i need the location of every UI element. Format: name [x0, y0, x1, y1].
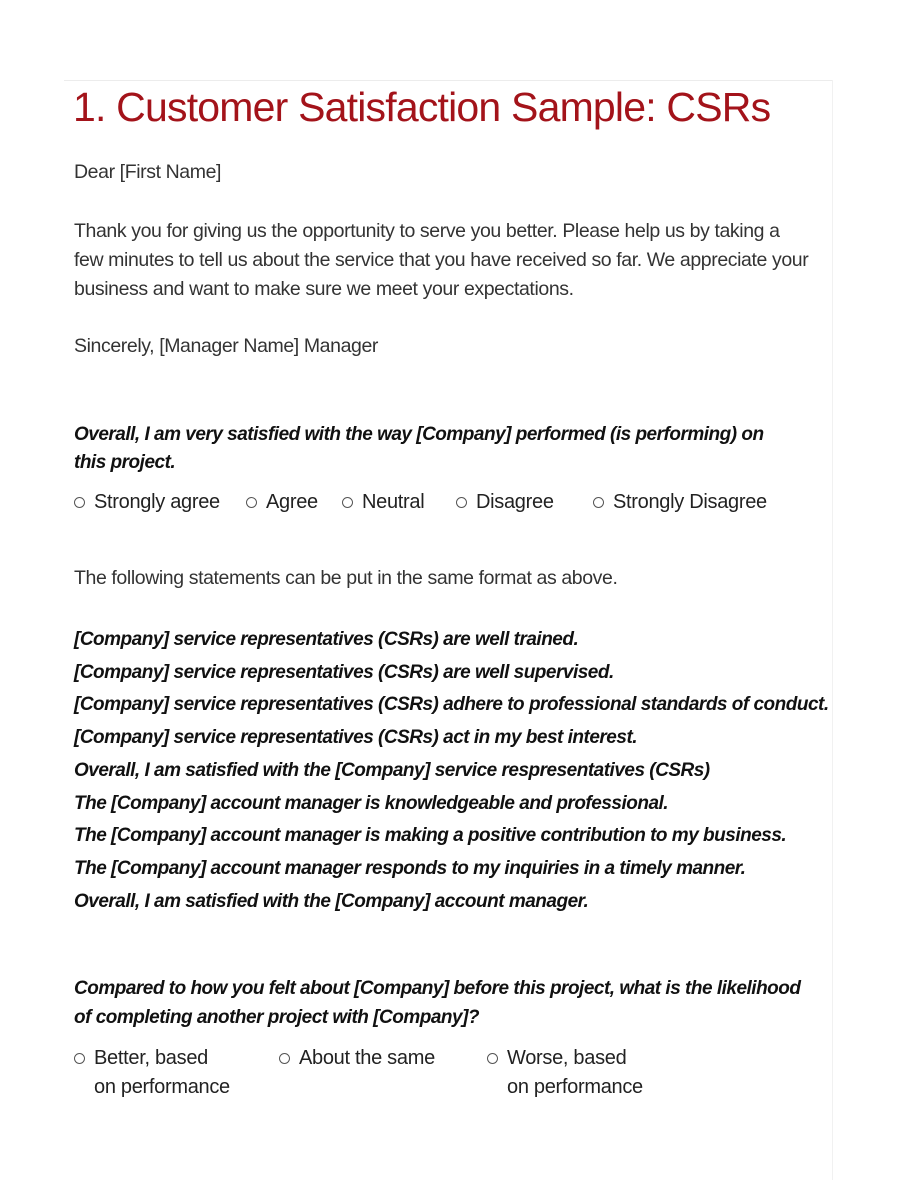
statement-list [74, 624, 829, 918]
radio-button[interactable] [456, 497, 467, 508]
page-right-border [832, 80, 833, 1180]
statement-item: The [Company] account manager is knowledgeable and professional. [74, 792, 669, 814]
q1-option-agree[interactable] [246, 488, 318, 517]
radio-button[interactable] [246, 497, 257, 508]
statement-item: The [Company] account manager is making a positive contribution to my business. [74, 825, 787, 847]
question-1-line-2: this project. [74, 452, 176, 473]
statement-item: The [Company] account manager responds to my inquiries in a timely manner. [74, 857, 746, 879]
option-label: Strongly Disagree [613, 491, 767, 513]
radio-button[interactable] [74, 1053, 85, 1064]
q2-option-worse[interactable] [487, 1044, 643, 1102]
option-label: Better, based [94, 1047, 208, 1069]
option-label: Strongly agree [94, 491, 220, 513]
option-label: Neutral [362, 491, 425, 513]
q1-option-strongly-agree[interactable] [74, 488, 220, 517]
statement-item: [Company] service representatives (CSRs) are well trained. [74, 629, 579, 650]
radio-button[interactable] [74, 497, 85, 508]
q2-option-better[interactable] [74, 1044, 230, 1102]
intro-line-2: few minutes to tell us about the service that you have received so far. We appreciate your [74, 249, 809, 271]
option-label: Worse, based [507, 1047, 627, 1069]
statement-item: [Company] service representatives (CSRs) act in my best interest. [74, 727, 638, 749]
intro-line-1: Thank you for giving us the opportunity to serve you better. Please help us by taking a [74, 220, 780, 242]
radio-button[interactable] [487, 1053, 498, 1064]
question-2-line-1: Compared to how you felt about [Company] before this project, what is the likelihood [74, 978, 801, 999]
option-label: Agree [266, 491, 318, 513]
q2-option-same[interactable] [279, 1044, 435, 1073]
q1-option-disagree[interactable] [456, 488, 554, 517]
option-label: About the same [299, 1047, 435, 1069]
greeting: Dear [First Name] [74, 161, 222, 183]
statement-item: Overall, I am satisfied with the [Company] service respresentatives (CSRs) [74, 759, 710, 781]
radio-button[interactable] [593, 497, 604, 508]
radio-button[interactable] [342, 497, 353, 508]
question-1-line-1: Overall, I am very satisfied with the way [Company] performed (is performing) on [74, 424, 764, 445]
option-label-line-2: on performance [94, 1076, 230, 1098]
statement-item: [Company] service representatives (CSRs) adhere to professional standards of conduct. [74, 694, 829, 716]
page-title: 1. Customer Satisfaction Sample: CSRs [73, 84, 771, 130]
question-2-line-2: of completing another project with [Company]? [74, 1007, 479, 1028]
statement-item: Overall, I am satisfied with the [Company] account manager. [74, 890, 589, 912]
option-label: Disagree [476, 491, 554, 513]
format-note: The following statements can be put in the same format as above. [74, 567, 618, 589]
statement-item: [Company] service representatives (CSRs) are well supervised. [74, 661, 614, 683]
q1-option-strongly-disagree[interactable] [593, 488, 767, 517]
q1-option-neutral[interactable] [342, 488, 424, 517]
radio-button[interactable] [279, 1053, 290, 1064]
page-top-border [64, 80, 832, 81]
option-label-line-2: on performance [507, 1076, 643, 1098]
signoff: Sincerely, [Manager Name] Manager [74, 335, 378, 357]
intro-line-3: business and want to make sure we meet your expectations. [74, 278, 574, 300]
